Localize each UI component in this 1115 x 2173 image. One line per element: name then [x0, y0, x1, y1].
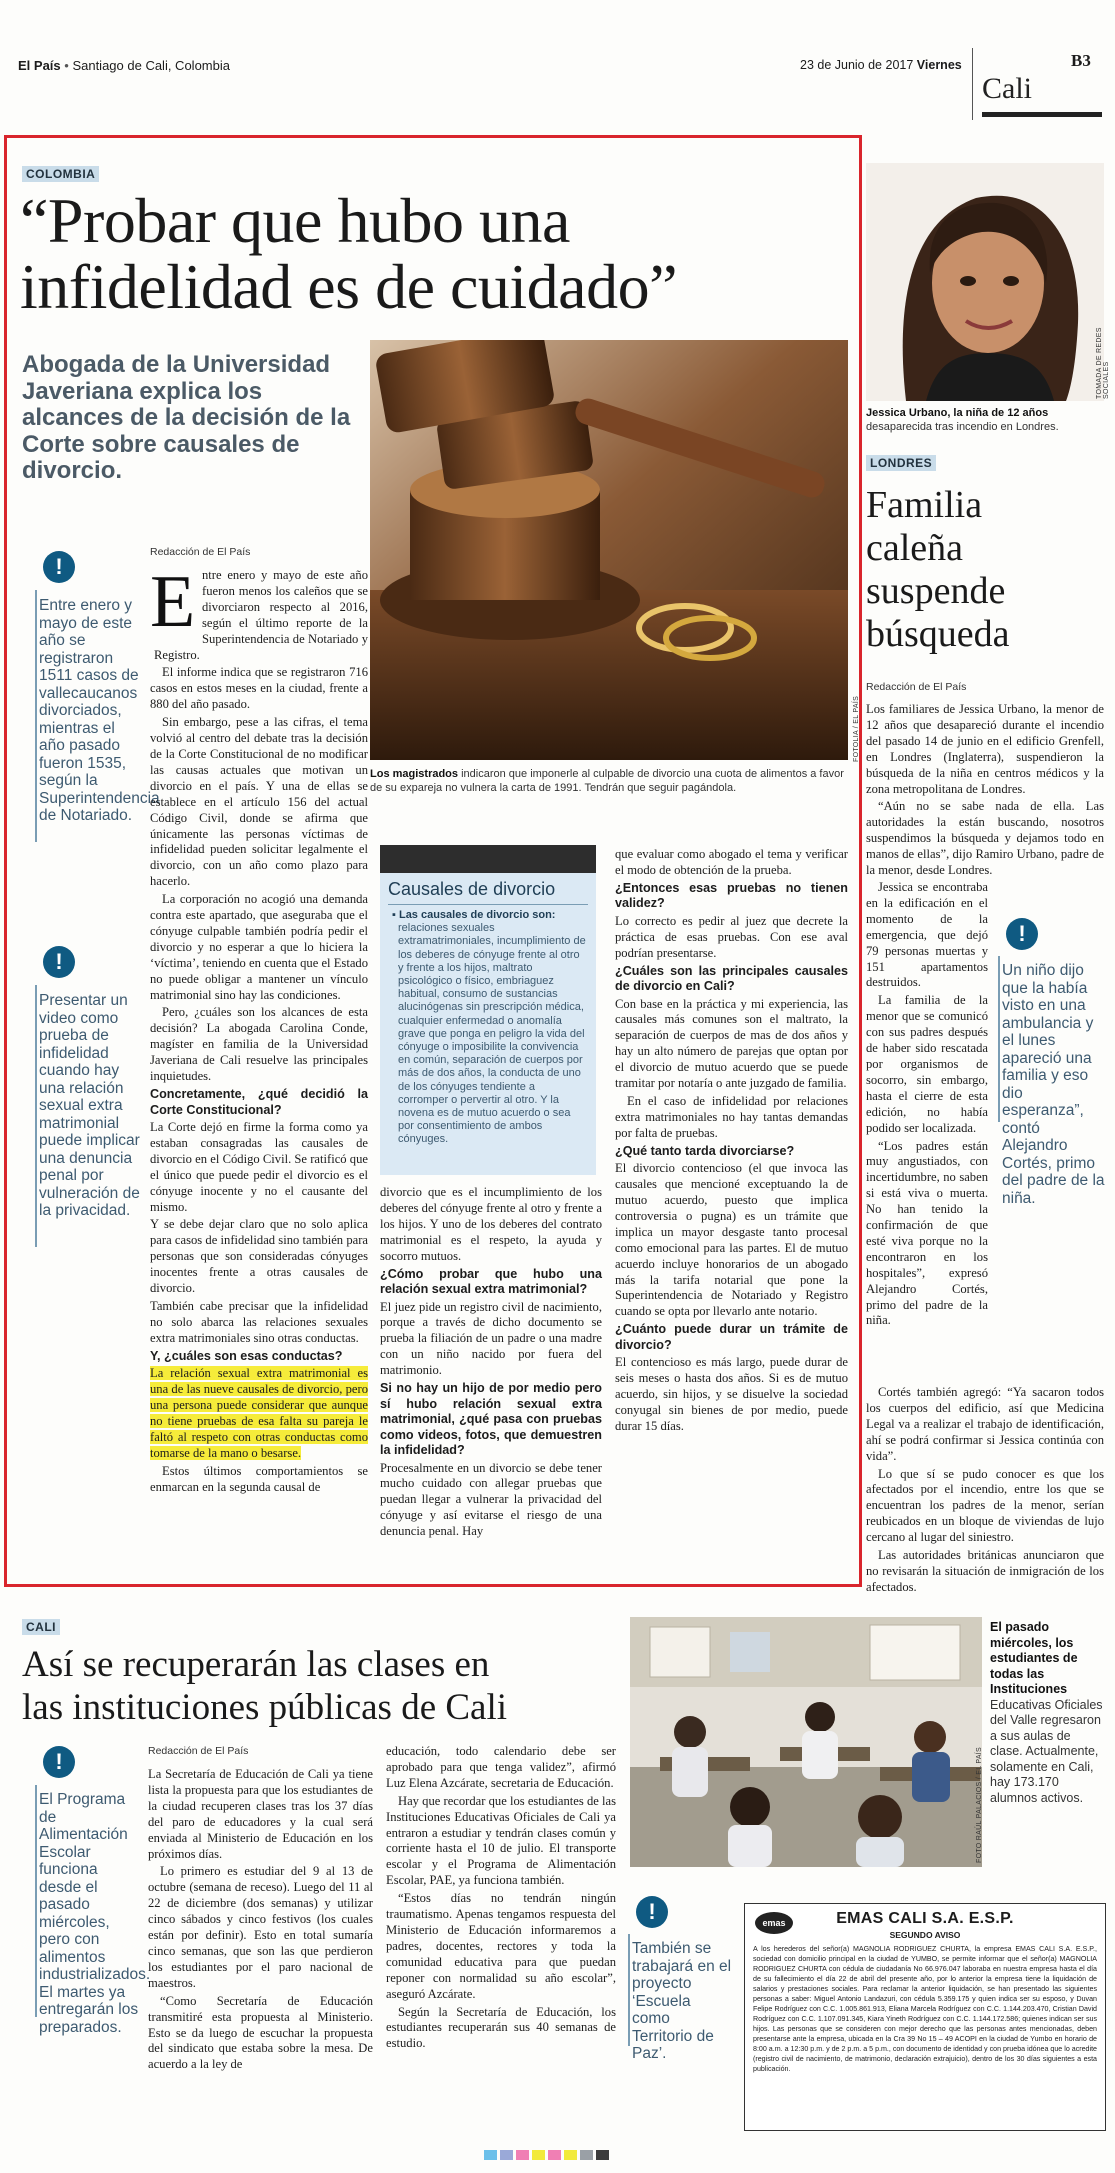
paragraph: La Secretaría de Educación de Cali ya tiene lista la propuesta para que los estudiantes de la ciudad recuperen clases tras los 37 días del paro de educadores y la cual será enviada al Ministerio de Educación en los próximos días.: [148, 1767, 373, 1861]
section-name: Cali: [982, 72, 1032, 105]
article-column-1: [150, 561, 368, 1497]
paragraph: La Corte dejó en firme la forma como ya estaban consagradas las causales de divorcio en el Código Civil. Se ratificó que el único que puede pedir el divorcio es el cónyuge inocente y no el causante del mismo.: [150, 1120, 368, 1214]
causes-box-rule: [388, 904, 588, 905]
london-side-note: Un niño dijo que la había visto en una ambulancia y el lunes apareció una familia y eso dio esperanza”, contó Alejandro Cortés, primo del padre de la niña.: [1002, 962, 1105, 1207]
date-text: 23 de Junio de 2017: [800, 58, 914, 72]
school-side-note-food: El Programa de Alimentación Escolar funciona desde el pasado miércoles, pero con alimentos industrializados. El martes ya entregarán los preparados.: [39, 1791, 151, 2036]
side-note-rule: [998, 956, 1000, 1122]
paragraph: El informe indica que se registraron 716 casos en estos meses en la ciudad, frente a 880 del año pasado.: [150, 665, 368, 712]
notice-body: A los herederos del señor(a) MAGNOLIA RODRIGUEZ CHURTA, la empresa EMAS CALI S.A. E.S.P., sociedad con domicilio principal en la ciudad de YUMBO, se permite informar que el señor(a) MAGNOLIA RODRIGUEZ CHURTA con cédula de ciudadanía No 66.976.047 laboraba en nuestra empresa hasta el día de su fallecimiento el día 22 de abril del presente año, por lo anterior la empresa tiene la liquidación de salarios y prestaciones sociales. Para reclamar la anterior liquidación, se han presentado las siguientes personas a saber: Miguel Antonio Landazuri, con cédula 5.359.175 y quien indica ser su esposo, y Duvan Felipe Rodríguez con C.C. 1.005.861.913, Eliana Marcela Rodríguez con C.C. 1.144.203.470, Cristian David Rodríguez con C.C. 1.107.091.345, Kiara Yineth Rodríguez con C.C. 1.144.172.586; quienes indican ser sus hijos. Las personas que se consideren con mejor derecho que las personas antes mencionadas, deben presentarse ante la empresa, ubicada en la Cra 39 No 15 – 49 ACOPI en la ciudad de Yumbo en horario de 8:00 a.m. a 12:30 p.m. y de 2 p.m. a 5 p.m., con documento de identidad y con prueba idónea que lo acredite (registro civil de nacimiento, de matrimonio, declaración extrajuicio), dentro de los 30 días siguientes a esta publicación.: [753, 1945, 1097, 2073]
london-headline-line: caleña: [866, 527, 964, 569]
school-byline: Redacción de El País: [148, 1745, 249, 1757]
paragraph: Jessica se encontraba en la edificación en el momento de la emergencia, que dejó 79 personas muertas y 151 apartamentos destruidos.: [866, 880, 988, 990]
question: ¿Cuánto puede durar un trámite de divorcio?: [615, 1322, 848, 1352]
notice-subtitle: SEGUNDO AVISO: [889, 1930, 961, 1940]
alert-icon: !: [43, 1746, 75, 1778]
causes-box-text: relaciones sexuales extramatrimoniales, incumplimiento de los deberes de cónyuge frente al otro y frente a los hijos, maltrato psicológico o físico, embriaguez habitual, consumo de sustancias alucinógenas sin prescripción médica, cualquier enfermedad o anomalía grave que ponga en peligro la vida del cónyuge o imposibilite la convivencia en común, separación de cuerpos por más de dos años, la conducta de uno de los cónyuges tendiente a corromper o pervertir al otro. Y la novena es de mutuo acuerdo o sea por consentimiento de ambos cónyuges.: [398, 922, 586, 1146]
causes-box-body: [380, 909, 596, 1147]
gavel-photo: [370, 340, 848, 760]
photo-caption: [370, 767, 848, 795]
paragraph: Con base en la práctica y mi experiencia, las causales más comunes son el maltrato, la separación de cuerpos de mas de dos años y hay un alto número de parejas que optan por el divorcio de mutuo acuerdo que se puede tramitar por notaría o ante juzgado de familia.: [615, 996, 848, 1091]
classroom-illustration: [630, 1617, 982, 1867]
paragraph: También cabe precisar que la infidelidad no solo abarca las relaciones sexuales extra matrimoniales sino otras conductas.: [150, 1298, 368, 1345]
paragraph: Lo que sí se pudo conocer es que los afectados por el incendio, entre los que se encuentran los padres de la menor, serían reubicados en un bloque de viviendas de lujo cercano al lugar del siniestro.: [866, 1466, 1104, 1545]
headline-line-2: infidelidad es de cuidado”: [20, 251, 677, 322]
side-note-rule: [35, 590, 37, 842]
color-swatch: [580, 2150, 593, 2160]
alert-icon: !: [43, 551, 75, 583]
paragraph: “Aún no se sabe nada de ella. Las autoridades la están buscando, nosotros suspendimos la búsqueda y dejamos todo en manos de ellas”, dijo Ramiro Urbano, padre de la menor, desde Londres.: [866, 799, 1104, 878]
paragraph: La familia de la menor que se comunicó con sus padres después de haber sido rescatada por organismos de socorro, sin embargo, hasta el cierre de esta edición, no había podido ser localizada.: [866, 993, 988, 1135]
paragraph: Lo correcto es pedir al juez que decrete la práctica de esas pruebas. Con ese aval podrían presentarse.: [615, 913, 848, 960]
london-tag: LONDRES: [866, 455, 936, 471]
paragraph: Lo primero es estudiar del 9 al 13 de octubre (semana de receso). Luego del 11 al 22 de diciembre (dos semanas) y utilizar cinco sábados y cinco festivos (los cuales están por definir). Esto en total sumaría cinco semanas, que son las que perdieron los estudiantes por el paro nacional de maestros.: [148, 1864, 373, 1990]
paragraph: Y se debe dejar claro que no solo aplica para casos de infidelidad sino también para personas que son consideradas cónyuges inocentes frente a otras causales de divorcio.: [150, 1217, 368, 1296]
headline-line-1: “Probar que hubo una: [20, 185, 570, 256]
highlighted-paragraph: [150, 1366, 368, 1461]
school-headline-line-1: Así se recuperarán las clases en: [22, 1644, 490, 1685]
question: ¿Cuáles son las principales causales de divorcio en Cali?: [615, 963, 848, 994]
causes-box: [380, 845, 596, 1175]
legal-notice: [744, 1903, 1106, 2131]
portrait-illustration: [866, 163, 1104, 401]
question: ¿Cómo probar que hubo una relación sexual extra matrimonial?: [380, 1266, 602, 1297]
paragraph: educación, todo calendario debe ser aprobado para que tenga validez”, afirmó Luz Elena Azcárate, secretaria de Educación.: [386, 1744, 616, 1790]
photo-credit: TOMADA DE REDES SOCIALES: [1096, 327, 1110, 399]
causes-box-header: [380, 845, 596, 873]
side-note-divorces: Entre enero y mayo de este año se registraron 1511 casos de vallecaucanos divorciados, mientras el año pasado fueron 1535, según la Superintendencia de Notariado.: [39, 597, 160, 824]
side-note-rule: [628, 1934, 630, 2046]
london-narrow-column: [866, 880, 988, 1331]
jessica-caption-bold: Jessica Urbano, la niña de 12 años: [866, 407, 1049, 419]
paragraph: Cortés también agregó: “Ya sacaron todos los cuerpos del edificio, así que Medicina Legal va a realizar el trabajo de identificación, ahí se podrá confirmar si Jessica continúa con vida”.: [866, 1385, 1104, 1463]
london-headline-line: Familia: [866, 484, 983, 526]
dropcap: E: [150, 561, 196, 643]
color-swatch: [500, 2150, 513, 2160]
byline: Redacción de El País: [150, 546, 251, 558]
causes-box-title: Causales de divorcio: [388, 879, 556, 899]
paragraph: La corporación no acogió una demanda contra este apartado, que aseguraba que el cónyuge culpable también podría pedir el divorcio y no esperar a que lo hiciera la ‘víctima’, teniendo en cuenta que el Estado no puede obligar a mantener un vínculo matrimonial sino hay las condiciones.: [150, 892, 368, 1002]
color-registration-bar: [484, 2150, 609, 2160]
photo-credit: FOTOLIA / EL PAÍS: [853, 695, 860, 762]
paragraph: divorcio que es el incumplimiento de los deberes del cónyuge frente al otro y frente a los hijos. Y uno de los deberes del contrato matrimonial es el respeto, la ayuda y socorro mutuos.: [380, 1185, 602, 1263]
color-swatch: [548, 2150, 561, 2160]
masthead: El País • Santiago de Cali, Colombia: [18, 58, 230, 73]
paragraph: “Como Secretaría de Educación transmitiré esta propuesta al Ministerio. Esto se da luego de escuchar la propuesta del sindicato que estaba sobre la mesa. De acuerdo a la ley de: [148, 1993, 373, 2072]
paragraph: Los familiares de Jessica Urbano, la menor de 12 años que desapareció durante el incendio del pasado 14 de junio en el edificio Grenfell, en Londres (Inglaterra), suspendieron la búsqueda de la niña en centros médicos y la zona metropolitana de Londres.: [866, 702, 1104, 796]
school-side-note-peace: También se trabajará en el proyecto ‘Escuela como Territorio de Paz’.: [632, 1940, 732, 2062]
school-headline-line-2: las instituciones públicas de Cali: [22, 1687, 508, 1728]
classroom-caption-bold: El pasado miércoles, los estudiantes de todas las Instituciones: [990, 1620, 1078, 1696]
weekday-text: Viernes: [916, 58, 962, 72]
school-headline: [22, 1643, 507, 1729]
school-column-1: [148, 1767, 373, 2075]
paragraph: “Los padres están muy angustiados, con incertidumbre, no saben si está viva o muerta. No han tenido la confirmación de que esté viva porque no la encontraron en los hospitales”, expresó Alejandro Cortés, primo del padre de la niña.: [866, 1138, 988, 1328]
london-byline: Redacción de El País: [866, 681, 967, 693]
alert-icon: !: [636, 1896, 668, 1928]
question: ¿Entonces esas pruebas no tienen validez?: [615, 880, 848, 911]
paragraph: Hay que recordar que los estudiantes de las Instituciones Educativas Oficiales de Cali ya entraron a estudiar y tendrán clases común y corriente hasta el 10 de julio. El transporte escolar y el Programa de Alimentación Escolar, PAE, ya funciona también.: [386, 1793, 616, 1888]
paragraph: ntre enero y mayo de este año fueron menos los caleños que se divorciaron respecto al 2016, según el último reporte de la Superintendencia de Notariado y Registro.: [154, 568, 368, 662]
classroom-caption-text: Educativas Oficiales del Valle regresaron a sus aulas de clase. Actualmente, solamente en Cali, hay 173.170 alumnos activos.: [990, 1697, 1103, 1805]
page-number: B3: [1071, 51, 1091, 70]
highlight: La relación sexual extra matrimonial es una de las nueve causales de divorcio, pero una persona puede considerar que aunque no tiene pruebas de esa falta su pareja le faltó al respeto con otras conductas como tomarse de la mano o besarse.: [150, 1366, 368, 1460]
question: Y, ¿cuáles son esas conductas?: [150, 1348, 343, 1363]
london-headline: [866, 484, 1010, 656]
color-swatch: [532, 2150, 545, 2160]
gavel-illustration: [370, 340, 848, 760]
color-swatch: [596, 2150, 609, 2160]
color-swatch: [484, 2150, 497, 2160]
alert-icon: !: [43, 946, 75, 978]
classroom-caption: [990, 1620, 1106, 1806]
color-swatch: [516, 2150, 529, 2160]
section-rule: [982, 112, 1102, 117]
london-intro: [866, 702, 1104, 881]
deck: Abogada de la Universidad Javeriana explica los alcances de la decisión de la Corte sobre causales de divorcio.: [22, 351, 351, 484]
photo-credit: FOTO RAÚL PALACIOS / EL PAÍS: [976, 1746, 983, 1863]
classroom-photo: [630, 1617, 982, 1867]
london-end: [866, 1385, 1104, 1598]
side-note-privacy: Presentar un video como prueba de infidelidad cuando hay una relación sexual extra matrimonial puede implicar una denuncia penal por vulneración de la privacidad.: [39, 992, 140, 1219]
paper-name: El País: [18, 58, 61, 73]
headline: [20, 185, 677, 322]
jessica-photo: [866, 163, 1104, 401]
causes-box-lead: ▪ Las causales de divorcio son:: [392, 909, 556, 921]
paragraph: El divorcio contencioso (el que invoca las causales que mencioné exceptuando la de mutuo acuerdo, puesto que implica controversia o pugna) es un trámite que implica un mayor desgaste tanto procesal como emocional para las partes. El de mutuo acuerdo incluye honorarios de un abogado más la tarifa notarial que pone la Superintendencia de Notariado y Registro cuando se opta por llevarlo ante notario.: [615, 1161, 848, 1319]
issue-date: [800, 58, 962, 72]
emas-logo: emas: [755, 1912, 793, 1934]
paragraph: Procesalmente en un divorcio se debe tener mucho cuidado con allegar pruebas que puedan llegar a vulnerar la privacidad del cónyuge y así evitarse el riesgo de una denuncia penal. Hay: [380, 1460, 602, 1539]
paragraph: Pero, ¿cuáles son los alcances de esta decisión? La abogada Carolina Conde, magíster en familia de la Universidad Javeriana de Cali resuelve las principales inquietudes.: [150, 1005, 368, 1084]
paragraph: “Estos días no tendrán ningún traumatismo. Apenas tengamos respuesta del Ministerio de Educación informaremos a padres, docentes, rectores y toda la comunidad educativa para que puedan reponer con normalidad su año escolar”, aseguró Azcárate.: [386, 1891, 616, 2001]
school-tag: CALI: [22, 1619, 60, 1635]
paragraph: Sin embargo, pese a las cifras, el tema volvió al centro del debate tras la decisión de la Corte Constitucional de no modificar las causas actuales que motivan un divorcio en el país. Y una de ellas se establece en el artículo 156 del actual Código Civil, donde se afirma que únicamente las personas víctimas de infidelidad pueden solicitar legalmente el divorcio, con un año como plazo para hacerlo.: [150, 715, 368, 889]
paragraph: Las autoridades británicas anunciaron que no revisarán la situación de inmigración de los afectados.: [866, 1548, 1104, 1594]
jessica-caption: [866, 406, 1106, 434]
paragraph: El juez pide un registro civil de nacimiento, porque a través de dicho documento se prueba la filiación de un padre o una madre con un niño nacido por fuera del matrimonio.: [380, 1299, 602, 1378]
header-divider: [972, 48, 973, 120]
question: ¿Qué tanto tarda divorciarse?: [615, 1143, 795, 1158]
paragraph: En el caso de infidelidad por relaciones extra matrimoniales no hay tantas demandas por falta de pruebas.: [615, 1093, 848, 1140]
paragraph: que evaluar como abogado el tema y verificar el modo de obtención de la prueba.: [615, 847, 848, 877]
paragraph: El contencioso es más largo, puede durar de seis meses o hasta dos años. Si es de mutuo acuerdo, sin hijos, y se disuelve la sociedad conyugal sin bienes de por medio, puede durar 15 días.: [615, 1355, 848, 1433]
notice-title: EMAS CALI S.A. E.S.P.: [836, 1910, 1014, 1927]
side-note-rule: [35, 1785, 37, 2017]
paragraph: Según la Secretaría de Educación, los estudiantes recuperarán sus 40 semanas de estudio.: [386, 2004, 616, 2051]
side-note-rule: [35, 985, 37, 1247]
school-column-2: [386, 1744, 616, 2054]
jessica-caption-text: desaparecida tras incendio en Londres.: [866, 421, 1059, 433]
london-headline-line: búsqueda: [866, 613, 1010, 655]
question: Si no hay un hijo de por medio pero sí hubo relación sexual extra matrimonial, ¿qué pasa con pruebas como videos, fotos, que demuestren la infidelidad?: [380, 1381, 602, 1458]
article-column-4: [615, 847, 848, 1437]
photo-caption-bold: Los magistrados: [370, 768, 459, 780]
london-headline-line: suspende: [866, 570, 1006, 612]
article-tag: COLOMBIA: [22, 166, 99, 182]
article-column-3: [380, 1185, 602, 1542]
paragraph: Estos últimos comportamientos se enmarcan en la segunda causal de: [150, 1463, 368, 1494]
alert-icon: !: [1006, 918, 1038, 950]
photo-caption-text: indicaron que imponerle al culpable de divorcio una cuota de alimentos a favor de su expareja no vulnera la carta de 1991. Tendrán que seguir pagándola.: [370, 768, 844, 794]
causes-box-lead-text: Las causales de divorcio son:: [398, 909, 556, 921]
color-swatch: [564, 2150, 577, 2160]
question: Concretamente, ¿qué decidió la Corte Constitucional?: [150, 1087, 368, 1117]
paper-city: Santiago de Cali, Colombia: [72, 58, 230, 73]
